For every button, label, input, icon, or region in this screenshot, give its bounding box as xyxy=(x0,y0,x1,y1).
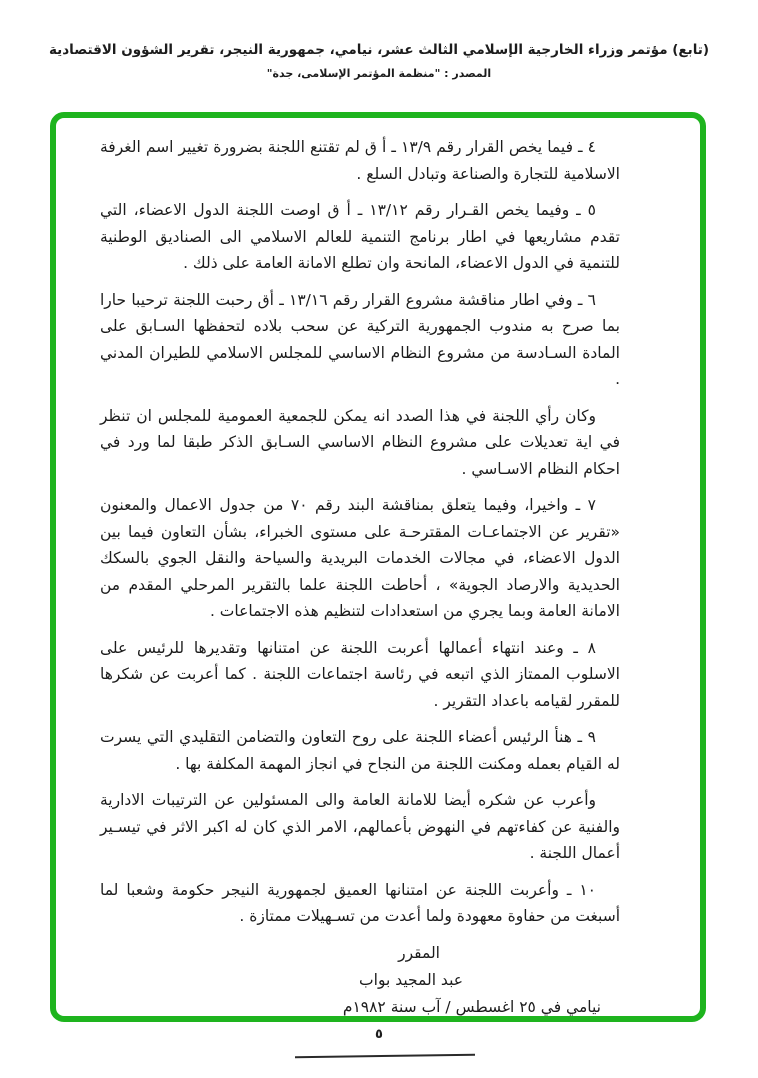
paragraph: ٩ ـ هنأ الرئيس أعضاء اللجنة على روح التعاون والتضامن التقليدي التي يسرت له القيام بعمله ومكنت اللجنة من النجاح في انجاز المهمة المكلفة بها . xyxy=(100,728,620,773)
signature-title: المقرر xyxy=(398,943,440,962)
paragraph: وكان رأي اللجنة في هذا الصدد انه يمكن للجمعية العمومية للمجلس ان تنظر في اية تعديلات على مشروع النظام الاساسي السـابق الذكر طبقا لما ورد في احكام النظام الاسـاسي . xyxy=(100,406,620,478)
paragraph: ١٠ ـ وأعربت اللجنة عن امتنانها العميق لجمهورية النيجر حكومة وشعبا لما أسبغت من حفاوة معهودة ولما أعدت من تسـهيلات ممتازة . xyxy=(100,880,620,925)
paragraph: ٨ ـ وعند انتهاء أعمالها أعربت اللجنة عن امتنانها وتقديرها للرئيس على الاسلوب الممتاز الذي اتبعه في رئاسة اجتماعات اللجنة . كما أعربت عن شكرها للمقرر لقيامه باعداد التقرير . xyxy=(100,638,620,710)
document-header-source: المصدر : "منظمة المؤتمر الإسلامى، جدة" xyxy=(266,67,492,80)
document-body xyxy=(56,118,700,1057)
signature-name: عبد المجيد بواب xyxy=(359,970,463,989)
highlight-frame xyxy=(50,112,706,1022)
signature-date: نيامي في ٢٥ اغسطس / آب سنة ١٩٨٢م xyxy=(342,997,601,1016)
page-number: ٥ xyxy=(375,1027,383,1042)
paragraphs-container xyxy=(100,134,620,930)
paragraph: وأعرب عن شكره أيضا للامانة العامة والى المسئولين عن الترتيبات الادارية والفنية عن كفاءتهم في النهوض بأعمالهم، الامر الذي كان له اكبر الاثر في تيسـير أعمال اللجنة . xyxy=(100,791,620,862)
document-header xyxy=(0,42,758,80)
paragraph: ٥ ـ وفيما يخص القـرار رقم ١٣/١٢ ـ أ ق اوصت اللجنة الدول الاعضاء، التي تقدم مشاريعها في اطار برنامج التنمية للعالم الاسلامي الى الصناديق الوطنية للتنمية في الدول الاعضاء، المانحة وان تطلع الامانة العامة على ذلك . xyxy=(100,201,620,272)
paragraph: ٤ ـ فيما يخص القرار رقم ١٣/٩ ـ أ ق لم تقتنع اللجنة بضرورة تغيير اسم الغرفة الاسلامية للتجارة والصناعة وتبادل السلع . xyxy=(100,138,620,183)
signature-block xyxy=(100,940,620,1021)
paragraph: ٧ ـ واخيرا، وفيما يتعلق بمناقشة البند رقم ٧٠ من جدول الاعمال والمعنون «تقرير عن الاجتماعـات المقترحـة على مستوى الخبراء، بشأن التعاون فيما بين الدول الاعضاء، في مجالات الخدمات البريدية والسياحة والنقل الجوي بالسكك الحديدية والارصاد الجوية» ، أحاطت اللجنة علما بالتقرير المرحلي المقدم من الامانة العامة وبما يجري من استعدادات لتنظيم هذه الاجتماعات . xyxy=(100,496,620,620)
divider-line xyxy=(295,1053,475,1058)
document-header-title: (تابع) مؤتمر وزراء الخارجية الإسلامي الثالث عشر، نيامي، جمهورية النيجر، تقرير الشؤون الاقتصادية xyxy=(48,42,710,58)
paragraph: ٦ ـ وفي اطار مناقشة مشروع القرار رقم ١٣/١٦ ـ أق رحبت اللجنة ترحيبا حارا بما صرح به مندوب الجمهورية التركية عن سحب بلاده لتحفظها السـابق على المادة السـادسة من مشروع النظام الاساسي للمجلس الاسلامي للطيران المدني . xyxy=(100,290,620,388)
